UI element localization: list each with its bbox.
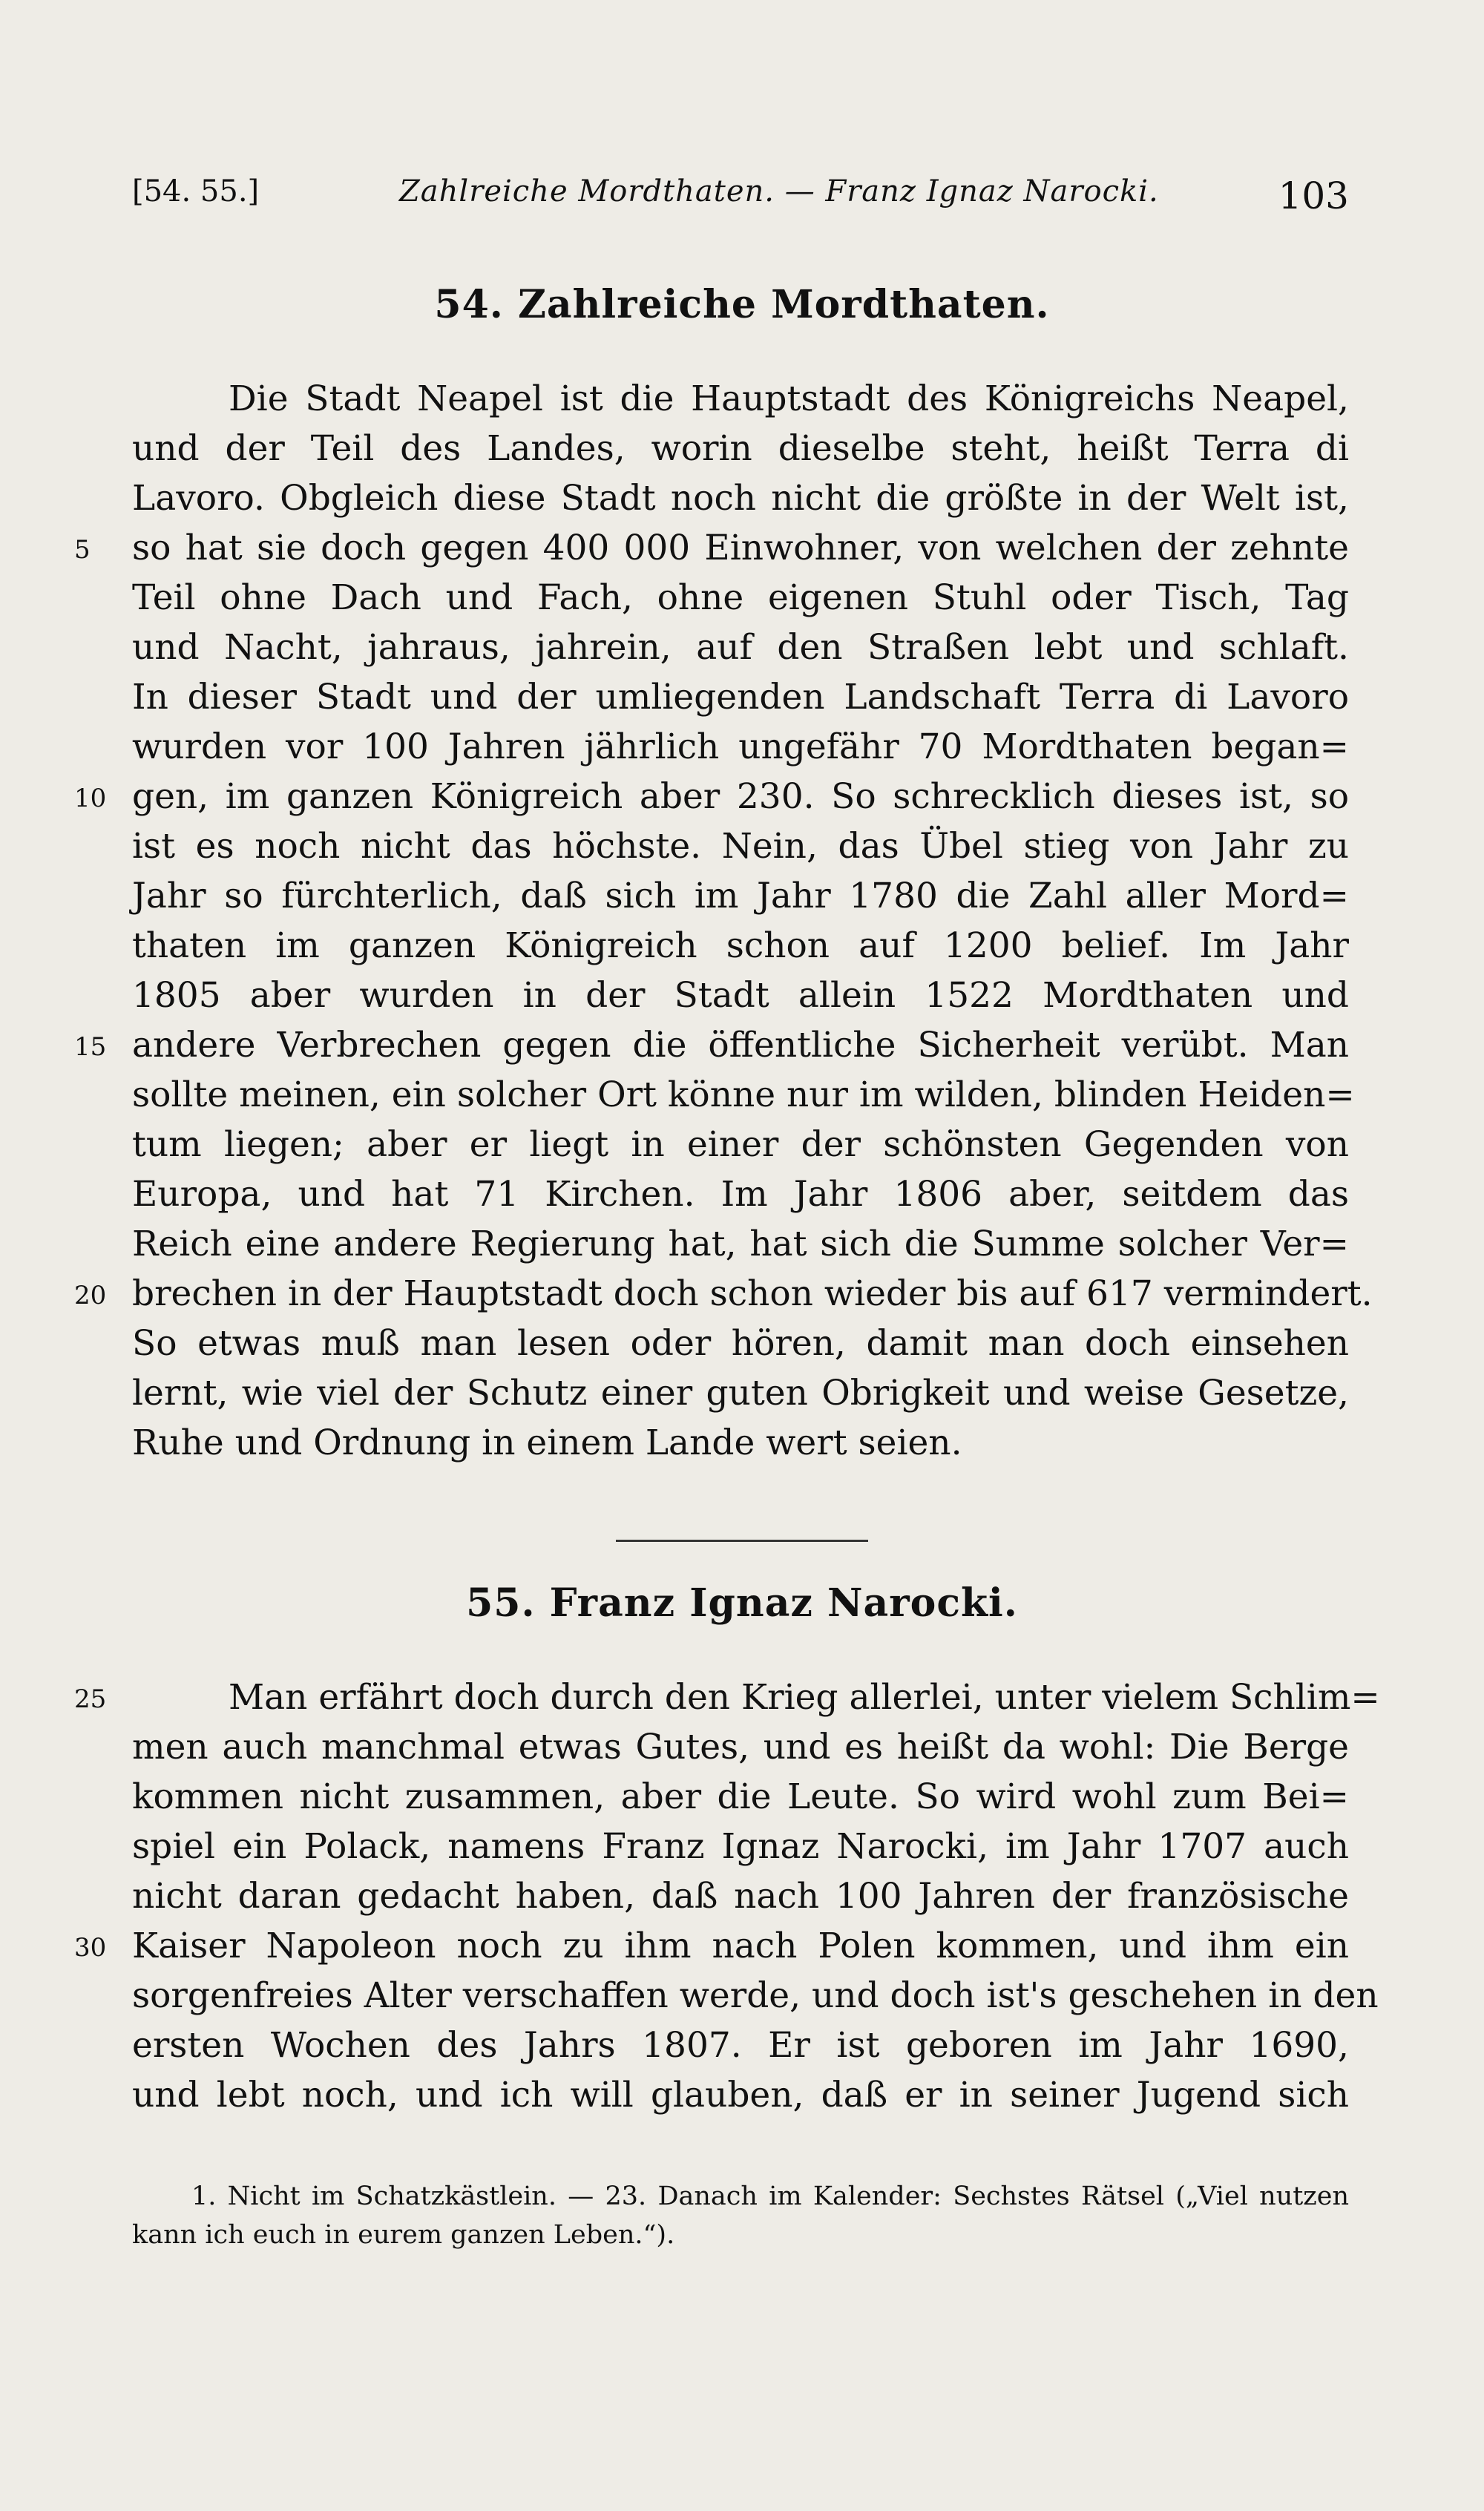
text-line: In dieser Stadt und der umliegenden Landschaft Terra di Lavoro xyxy=(132,677,1349,718)
text-line: ersten Wochen des Jahrs 1807. Er ist geboren im Jahr 1690, xyxy=(132,2025,1349,2066)
text-line: Lavoro. Obgleich diese Stadt noch nicht die größte in der Welt ist, xyxy=(132,478,1349,519)
margin-line-number: 25 xyxy=(74,1684,107,1714)
text-line: tum liegen; aber er liegt in einer der schönsten Gegenden von xyxy=(132,1124,1349,1165)
text-line: wurden vor 100 Jahren jährlich ungefähr 70 Mordthaten began= xyxy=(132,726,1349,767)
page-number: 103 xyxy=(1278,174,1349,217)
running-head-section-range: [54. 55.] xyxy=(132,174,260,209)
text-line: ist es noch nicht das höchste. Nein, das Übel stieg von Jahr zu xyxy=(132,826,1349,867)
margin-line-number: 30 xyxy=(74,1933,107,1963)
text-line: spiel ein Polack, namens Franz Ignaz Narocki, im Jahr 1707 auch xyxy=(132,1826,1349,1867)
text-line: sollte meinen, ein solcher Ort könne nur im wilden, blinden Heiden= xyxy=(132,1074,1355,1115)
text-line: kommen nicht zusammen, aber die Leute. So wird wohl zum Bei= xyxy=(132,1776,1349,1817)
text-line: und der Teil des Landes, worin dieselbe steht, heißt Terra di xyxy=(132,428,1349,469)
text-line: Man erfährt doch durch den Krieg allerlei, unter vielem Schlim= xyxy=(229,1677,1380,1718)
text-line: sorgenfreies Alter verschaffen werde, und doch ist's geschehen in den xyxy=(132,1975,1379,2016)
section-divider xyxy=(616,1540,868,1542)
text-line: Kaiser Napoleon noch zu ihm nach Polen kommen, und ihm ein xyxy=(132,1926,1349,1966)
margin-line-number: 20 xyxy=(74,1281,107,1310)
text-line: So etwas muß man lesen oder hören, damit man doch einsehen xyxy=(132,1323,1349,1364)
text-line: 1805 aber wurden in der Stadt allein 1522 Mordthaten und xyxy=(132,975,1349,1016)
footnote-line: 1. Nicht im Schatzkästlein. — 23. Danach im Kalender: Sechstes Rätsel („Viel nutzen xyxy=(191,2182,1349,2211)
text-line: so hat sie doch gegen 400 000 Einwohner, von welchen der zehnte xyxy=(132,528,1349,568)
text-line: Die Stadt Neapel ist die Hauptstadt des Königreichs Neapel, xyxy=(229,378,1349,419)
text-line: andere Verbrechen gegen die öffentliche Sicherheit verübt. Man xyxy=(132,1025,1349,1066)
text-line: und lebt noch, und ich will glauben, daß er in seiner Jugend sich xyxy=(132,2075,1349,2116)
text-line: Teil ohne Dach und Fach, ohne eigenen Stuhl oder Tisch, Tag xyxy=(132,577,1349,618)
text-line: Jahr so fürchterlich, daß sich im Jahr 1780 die Zahl aller Mord= xyxy=(132,876,1349,916)
text-line: Ruhe und Ordnung in einem Lande wert seien. xyxy=(132,1422,962,1463)
text-line: gen, im ganzen Königreich aber 230. So schrecklich dieses ist, so xyxy=(132,776,1349,817)
section-heading-54: 54. Zahlreiche Mordthaten. xyxy=(434,282,1050,327)
section-heading-55: 55. Franz Ignaz Narocki. xyxy=(466,1581,1018,1626)
running-head-title: Zahlreiche Mordthaten. — Franz Ignaz Narocki. xyxy=(399,174,1159,209)
margin-line-number: 5 xyxy=(74,535,91,565)
margin-line-number: 10 xyxy=(74,784,107,813)
footnote-line: kann ich euch in eurem ganzen Leben.“). xyxy=(132,2220,675,2250)
text-line: lernt, wie viel der Schutz einer guten Obrigkeit und weise Gesetze, xyxy=(132,1373,1349,1414)
margin-line-number: 15 xyxy=(74,1032,107,1062)
text-line: und Nacht, jahraus, jahrein, auf den Straßen lebt und schlaft. xyxy=(132,627,1349,668)
text-line: thaten im ganzen Königreich schon auf 1200 belief. Im Jahr xyxy=(132,925,1349,966)
text-line: nicht daran gedacht haben, daß nach 100 Jahren der französische xyxy=(132,1876,1349,1917)
text-line: Europa, und hat 71 Kirchen. Im Jahr 1806 aber, seitdem das xyxy=(132,1174,1349,1215)
text-line: Reich eine andere Regierung hat, hat sich die Summe solcher Ver= xyxy=(132,1224,1349,1264)
text-line: men auch manchmal etwas Gutes, und es heißt da wohl: Die Berge xyxy=(132,1727,1349,1767)
text-line: brechen in der Hauptstadt doch schon wieder bis auf 617 vermindert. xyxy=(132,1273,1373,1314)
running-head xyxy=(132,174,1349,226)
